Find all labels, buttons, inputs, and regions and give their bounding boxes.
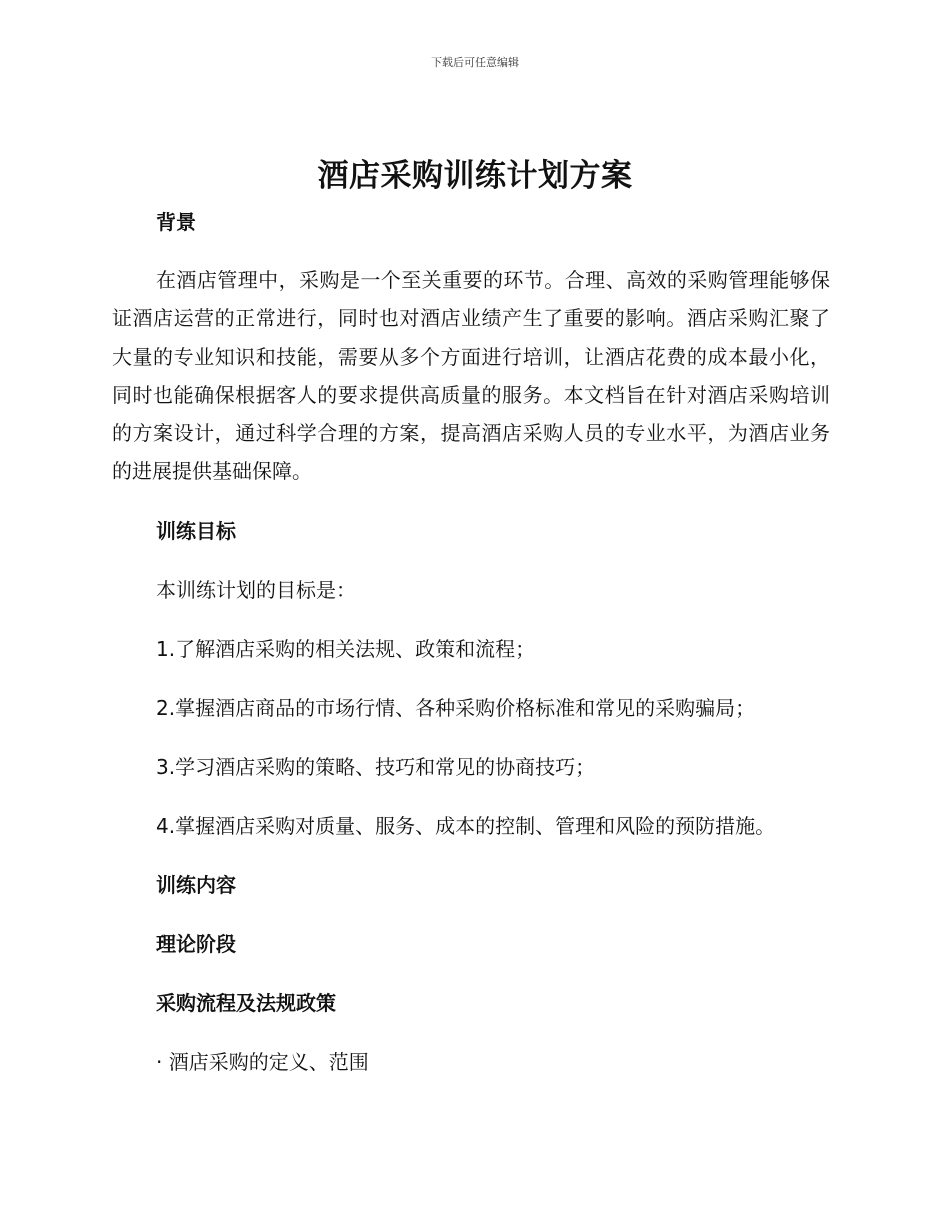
background-paragraph: 在酒店管理中，采购是一个至关重要的环节。合理、高效的采购管理能够保证酒店运营的正常进行，同时也对酒店业绩产生了重要的影响。酒店采购汇聚了大量的专业知识和技能，需要从多个方面进行培训，让酒店花费的成本最小化，同时也能确保根据客人的要求提供高质量的服务。本文档旨在针对酒店采购培训的方案设计，通过科学合理的方案，提高酒店采购人员的专业水平，为酒店业务的进展提供基础保障。 bbox=[112, 268, 830, 484]
section-heading-content: 训练内容 bbox=[156, 872, 236, 897]
goal-item-3: 3.学习酒店采购的策略、技巧和常见的协商技巧； bbox=[156, 754, 596, 779]
goal-item-1: 1.了解酒店采购的相关法规、政策和流程； bbox=[156, 636, 536, 661]
document-body bbox=[112, 203, 830, 1081]
goals-intro: 本训练计划的目标是： bbox=[156, 577, 356, 602]
section-heading-goals: 训练目标 bbox=[156, 518, 236, 543]
subheading-procurement-process: 采购流程及法规政策 bbox=[156, 990, 336, 1015]
bullet-item: · 酒店采购的定义、范围 bbox=[156, 1049, 369, 1074]
header-note: 下载后可任意编辑 bbox=[431, 56, 519, 69]
goal-item-4: 4.掌握酒店采购对质量、服务、成本的控制、管理和风险的预防措施。 bbox=[156, 813, 776, 838]
subheading-theory-stage: 理论阶段 bbox=[156, 931, 236, 956]
section-heading-background: 背景 bbox=[156, 210, 196, 234]
goal-item-2: 2.掌握酒店商品的市场行情、各种采购价格标准和常见的采购骗局； bbox=[156, 695, 756, 720]
document-title: 酒店采购训练计划方案 bbox=[317, 158, 633, 194]
